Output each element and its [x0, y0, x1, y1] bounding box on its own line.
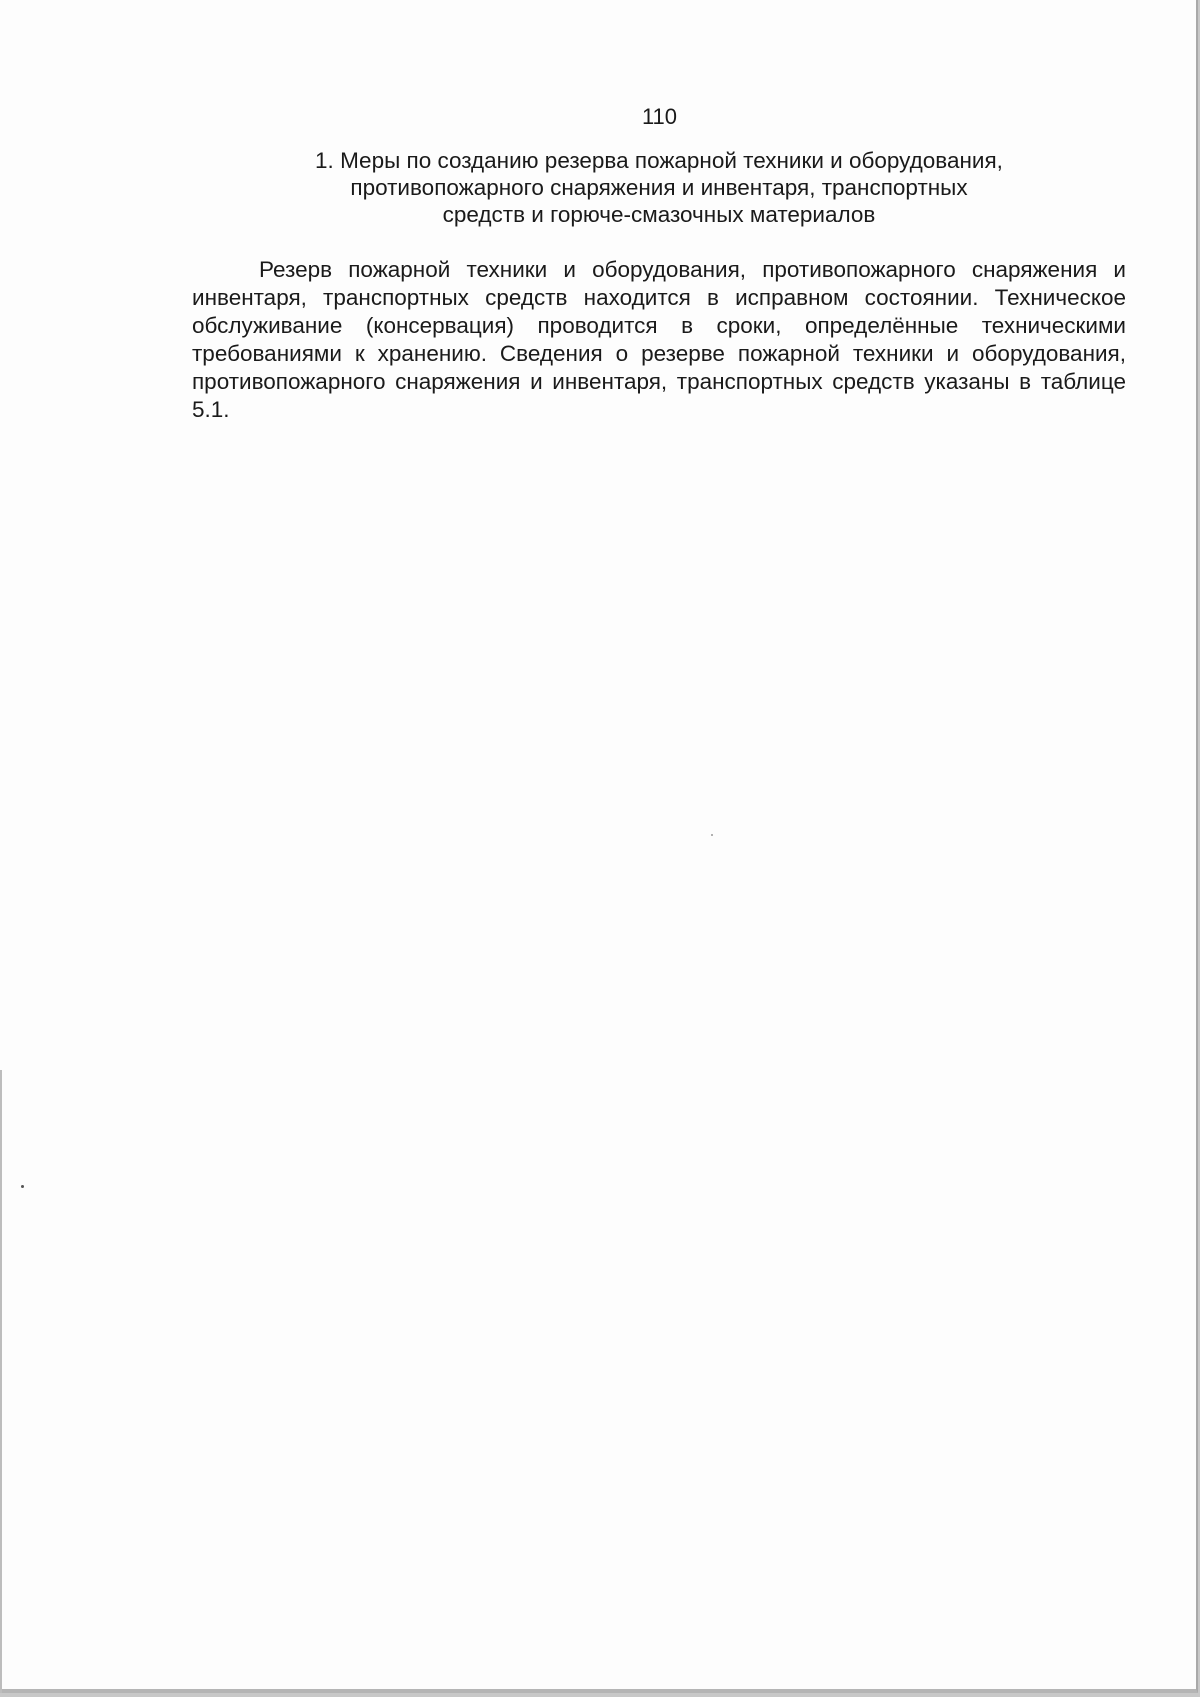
section-title-line-3: средств и горюче-смазочных материалов	[442, 202, 876, 227]
scan-speck	[21, 1185, 24, 1188]
scan-speck	[711, 834, 713, 836]
section-title-line-1: 1. Меры по созданию резерва пожарной техники и оборудования,	[315, 148, 1003, 173]
scan-edge-shadow	[0, 1070, 2, 1693]
body-paragraph: Резерв пожарной техники и оборудования, противопожарного снаряжения и инвентаря, транспортных средств находится в исправном состоянии. Техническое обслуживание (консервация) проводится в сроки, определённые техническими требованиями к хранению. Сведения о резерве пожарной техники и оборудования, противопожарного снаряжения и инвентаря, транспортных средств указаны в таблице 5.1.	[192, 257, 1126, 422]
section-title-line-2: противопожарного снаряжения и инвентаря, транспортных	[350, 175, 968, 200]
section-title	[192, 147, 1126, 228]
page-number: 110	[641, 104, 678, 129]
